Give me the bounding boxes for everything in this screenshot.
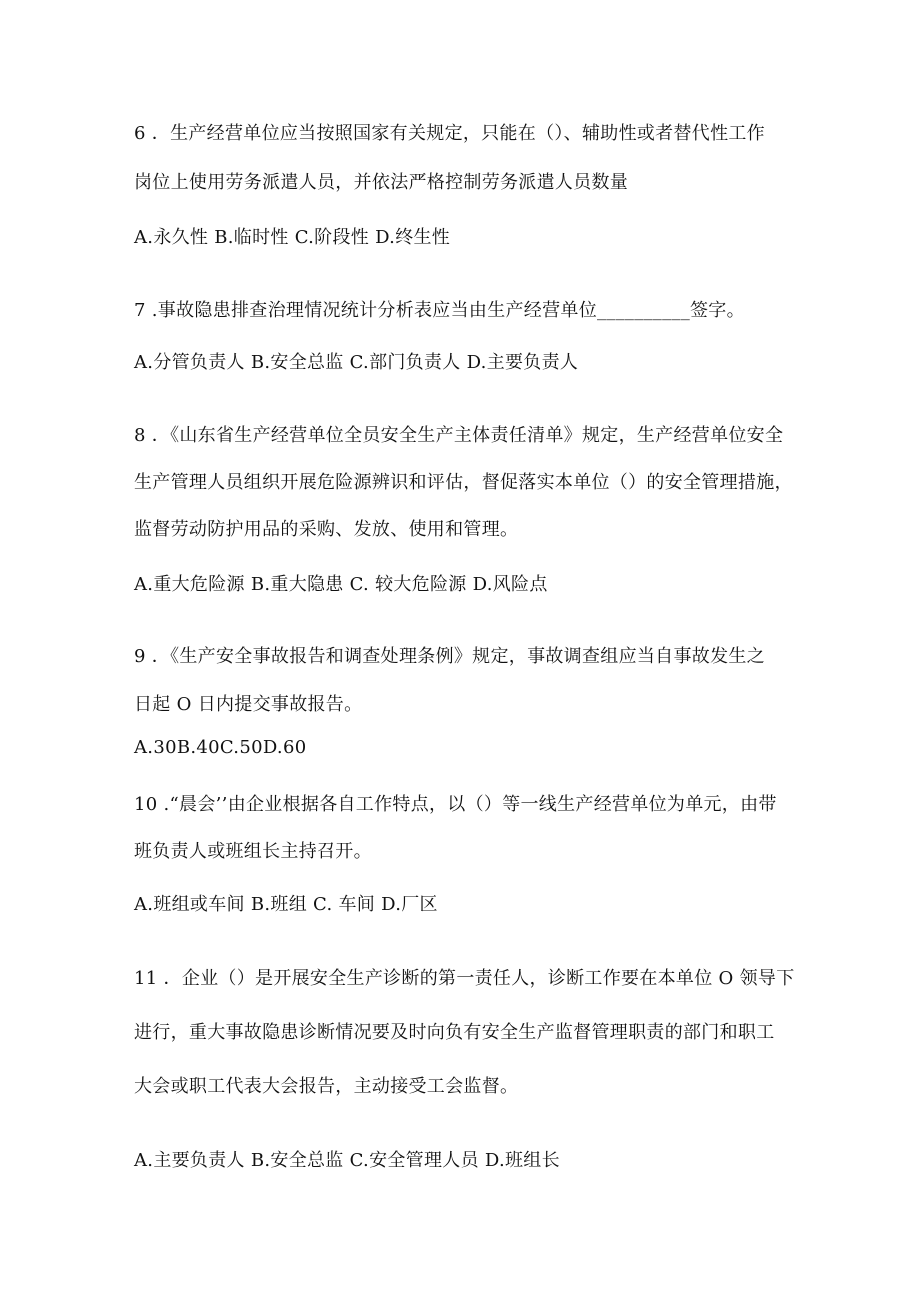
question-9-line-1: 9 ．《生产安全事故报告和调查处理条例》规定，事故调查组应当自事故发生之 <box>134 646 765 667</box>
question-11-options: A.主要负责人 B.安全总监 C.安全管理人员 D.班组长 <box>134 1150 560 1171</box>
question-6-options: A.永久性 B.临时性 C.阶段性 D.终生性 <box>134 227 451 248</box>
question-7-options: A.分管负责人 B.安全总监 C.部门负责人 D.主要负责人 <box>134 352 579 373</box>
question-10-line-2: 班负责人或班组长主持召开。 <box>134 841 372 862</box>
question-10-line-1: 10 .“晨会’’由企业根据各自工作特点，以（）等一线生产经营单位为单元，由带 <box>134 794 777 815</box>
question-11-line-1: 11 ．企业（）是开展安全生产诊断的第一责任人，诊断工作要在本单位 O 领导下 <box>134 968 795 989</box>
question-10-options: A.班组或车间 B.班组 C. 车间 D.厂区 <box>134 894 438 915</box>
question-8-options: A.重大危险源 B.重大隐患 C. 较大危险源 D.风险点 <box>134 574 548 595</box>
question-8-line-3: 监督劳动防护用品的采购、发放、使用和管理。 <box>134 519 519 540</box>
question-6-line-2: 岗位上使用劳务派遣人员，并依法严格控制劳务派遣人员数量 <box>134 172 629 193</box>
question-11-line-3: 大会或职工代表大会报告，主动接受工会监督。 <box>134 1076 519 1097</box>
question-9-options: A.30B.40C.50D.60 <box>134 737 307 758</box>
question-11-line-2: 进行，重大事故隐患诊断情况要及时向负有安全生产监督管理职责的部门和职工 <box>134 1022 775 1043</box>
question-8-line-1: 8 ．《山东省生产经营单位全员安全生产主体责任清单》规定，生产经营单位安全 <box>134 425 784 446</box>
question-8-line-2: 生产管理人员组织开展危险源辨识和评估，督促落实本单位（）的安全管理措施， <box>134 472 793 493</box>
question-7-line-1: 7 .事故隐患排查治理情况统计分析表应当由生产经营单位__________签字。 <box>134 300 745 321</box>
question-6-line-1: 6 ．生产经营单位应当按照国家有关规定，只能在（）、辅助性或者替代性工作 <box>134 123 765 144</box>
question-9-line-2: 日起 O 日内提交事故报告。 <box>134 694 363 715</box>
